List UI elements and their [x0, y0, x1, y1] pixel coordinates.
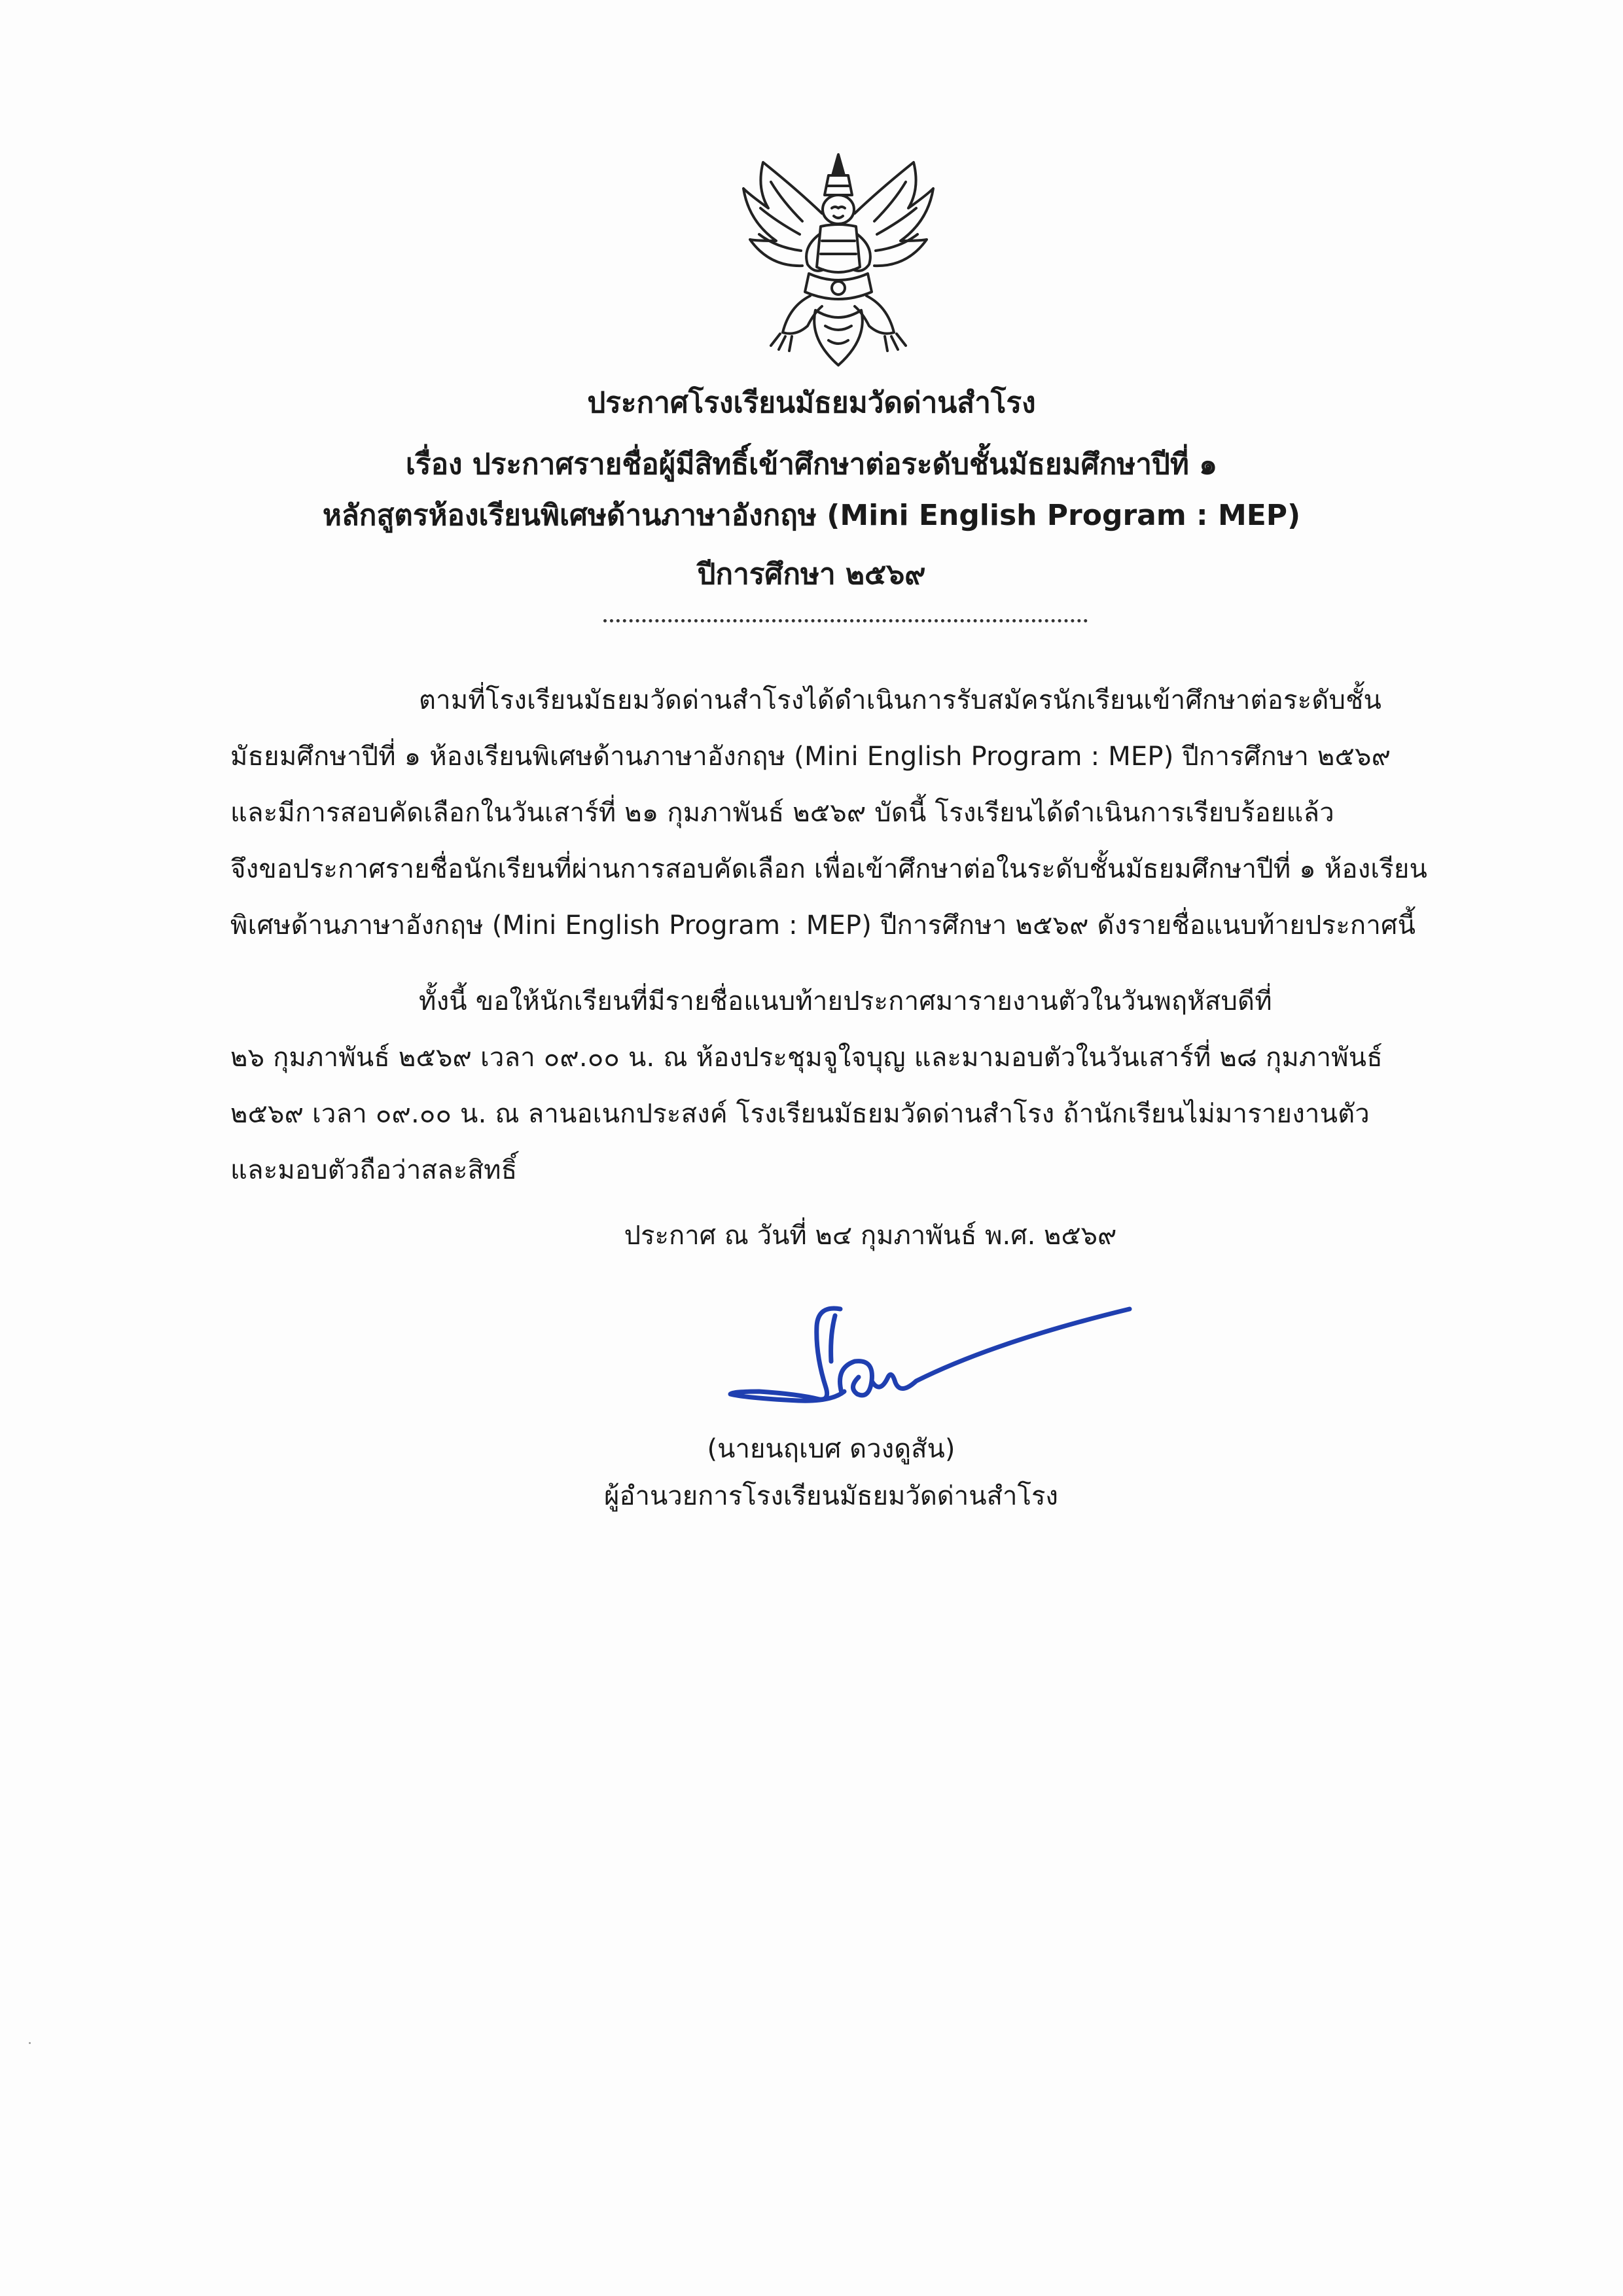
- program-name: หลักสูตรห้องเรียนพิเศษด้านภาษาอังกฤษ (Mini English Program : MEP): [322, 499, 1301, 532]
- paragraph-2-line-1: ทั้งนี้ ขอให้นักเรียนที่มีรายชื่อแนบท้ายประกาศมารายงานตัวในวันพฤหัสบดีที่: [419, 986, 1272, 1016]
- paragraph-1-line-5: พิเศษด้านภาษาอังกฤษ (Mini English Program : MEP) ปีการศึกษา ๒๕๖๙ ดังรายชื่อแนบท้ายประกาศนี้: [230, 910, 1416, 941]
- paragraph-1-line-2: มัธยมศึกษาปีที่ ๑ ห้องเรียนพิเศษด้านภาษาอังกฤษ (Mini English Program : MEP) ปีการศึกษา ๒๕๖๙: [230, 742, 1391, 772]
- paragraph-1-line-1: ตามที่โรงเรียนมัธยมวัดด่านสำโรงได้ดำเนินการรับสมัครนักเรียนเข้าศึกษาต่อระดับชั้น: [419, 685, 1382, 715]
- dotted-separator: [603, 619, 1088, 626]
- academic-year: ปีการศึกษา ๒๕๖๙: [697, 558, 926, 591]
- announcement-title: ประกาศโรงเรียนมัธยมวัดด่านสำโรง: [587, 386, 1036, 420]
- paragraph-2-line-4: และมอบตัวถือว่าสละสิทธิ์: [230, 1155, 518, 1185]
- paragraph-2-line-2: ๒๖ กุมภาพันธ์ ๒๕๖๙ เวลา ๐๙.๐๐ น. ณ ห้องประชุมจูใจบุญ และมามอบตัวในวันเสาร์ที่ ๒๘ กุมภาพันธ์: [230, 1043, 1383, 1073]
- scan-speck: [29, 2042, 31, 2044]
- paragraph-2-line-3: ๒๕๖๙ เวลา ๐๙.๐๐ น. ณ ลานอเนกประสงค์ โรงเรียนมัธยมวัดด่านสำโรง ถ้านักเรียนไม่มารายงานตัว: [230, 1099, 1370, 1129]
- signature: [720, 1296, 1152, 1427]
- announce-date: ประกาศ ณ วันที่ ๒๔ กุมภาพันธ์ พ.ศ. ๒๕๖๙: [624, 1221, 1117, 1251]
- garuda-emblem-icon: [737, 149, 940, 372]
- paragraph-1-line-3: และมีการสอบคัดเลือกในวันเสาร์ที่ ๒๑ กุมภาพันธ์ ๒๕๖๙ บัดนี้ โรงเรียนได้ดำเนินการเรียบร้อยแล้ว: [230, 798, 1334, 828]
- signatory-name: (นายนฤเบศ ดวงดูสัน): [707, 1434, 955, 1464]
- paragraph-1-line-4: จึงขอประกาศรายชื่อนักเรียนที่ผ่านการสอบคัดเลือก เพื่อเข้าศึกษาต่อในระดับชั้นมัธยมศึกษาปีที่ ๑ ห้องเรียน: [230, 854, 1428, 884]
- announcement-subject: เรื่อง ประกาศรายชื่อผู้มีสิทธิ์เข้าศึกษาต่อระดับชั้นมัธยมศึกษาปีที่ ๑: [405, 448, 1218, 481]
- signatory-position: ผู้อำนวยการโรงเรียนมัธยมวัดด่านสำโรง: [604, 1481, 1058, 1511]
